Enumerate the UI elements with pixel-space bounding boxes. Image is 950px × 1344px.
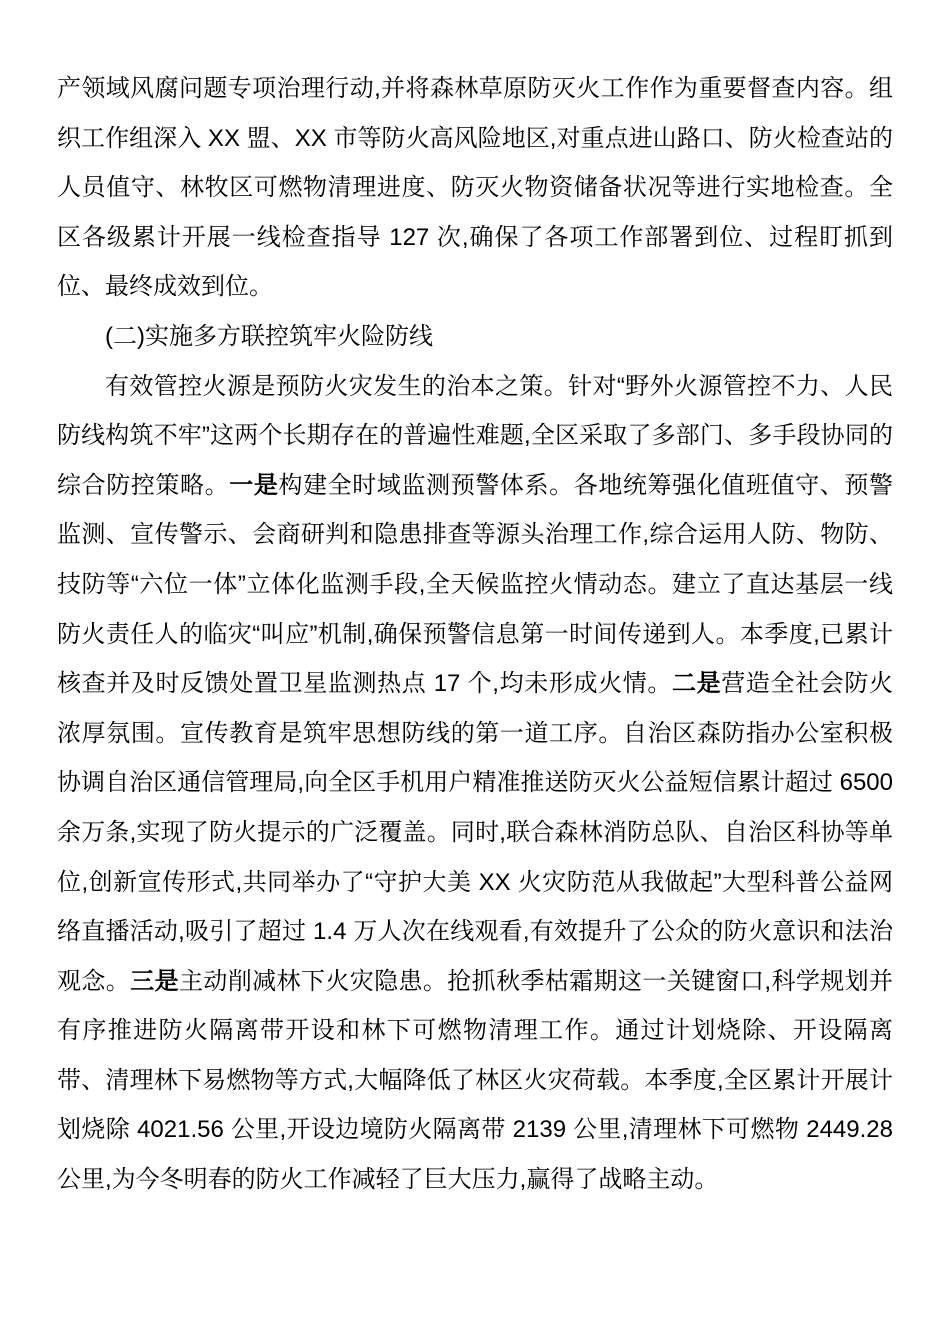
text-run: 营造全社会防火浓厚氛围。宣传教育是筑牢思想防线的第一道工序。自治区森防指办公室积极协调自治区通信管理局,向全区手机用户精准推送防灭火公益短信累计超过 6500 余万条,实现了防火提示的广泛覆盖。同时,联合森林消防总队、自治区科协等单位,创新宣传形式,共同举办了“守护大美 XX 火灾防范从我做起”大型科普公益网络直播活动,吸引了超过 1.4 万人次在线观看,有效提升了公众的防火意识和法治观念。 xyxy=(57,670,894,995)
text-run: 有效管控火源是预防火灾发生的治本之策。针对“野外火源管控不力、人民防线构筑不牢”这两个长期存在的普遍性难题,全区采取了多部门、多手段协同的综合防控策略。 xyxy=(57,372,893,499)
section-heading xyxy=(57,312,893,362)
bold-run: 一是 xyxy=(229,471,279,499)
paragraph xyxy=(57,64,893,312)
document-body xyxy=(57,64,893,1205)
text-run: 构建全时域监测预警体系。各地统筹强化值班值守、预警监测、宣传警示、会商研判和隐患排查等源头治理工作,综合运用人防、物防、技防等“六位一体”立体化监测手段,全天候监控火情动态。建立了直达基层一线防火责任人的临灾“叫应”机制,确保预警信息第一时间传递到人。本季度,已累计核查并及时反馈处置卫星监测热点 17 个,均未形成火情。 xyxy=(57,471,894,698)
text-run: 产领域风腐问题专项治理行动,并将森林草原防灭火工作作为重要督查内容。组织工作组深入 XX 盟、XX 市等防火高风险地区,对重点进山路口、防火检查站的人员值守、林牧区可燃物清理进度、防灭火物资储备状况等进行实地检查。全区各级累计开展一线检查指导 127 次,确保了各项工作部署到位、过程盯抓到位、最终成效到位。 xyxy=(57,75,893,301)
text-run: (二)实施多方联控筑牢火险防线 xyxy=(105,322,433,350)
text-run: 主动削减林下火灾隐患。抢抓秋季枯霜期这一关键窗口,科学规划并有序推进防火隔离带开设和林下可燃物清理工作。通过计划烧除、开设隔离带、清理林下易燃物等方式,大幅降低了林区火灾荷载。本季度,全区累计开展计划烧除 4021.56 公里,开设边境防火隔离带 2139 公里,清理林下可燃物 2449.28 公里,为今冬明春的防火工作减轻了巨大压力,赢得了战略主动。 xyxy=(57,967,894,1194)
bold-run: 二是 xyxy=(671,670,722,698)
paragraph xyxy=(57,362,893,1205)
bold-run: 三是 xyxy=(130,967,179,995)
